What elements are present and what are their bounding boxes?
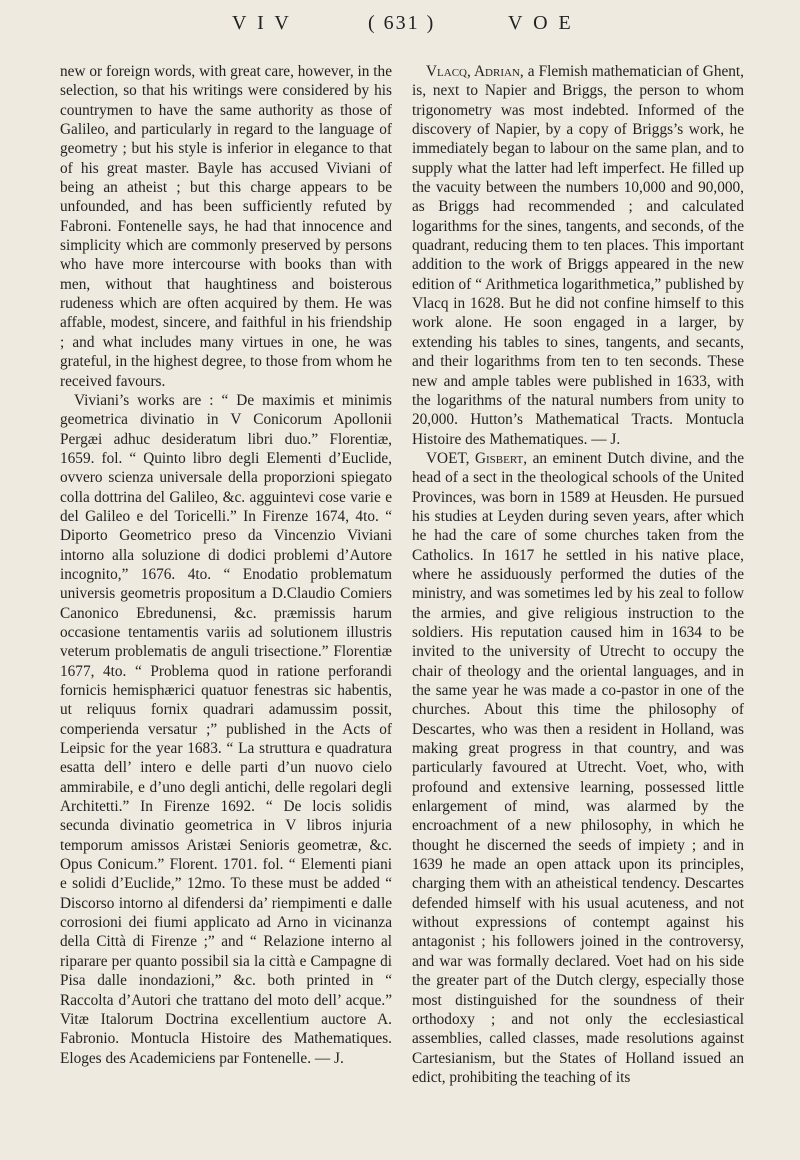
vlacq-entry-text: a Flemish mathematician of Ghent, is, next to Napier and Briggs, the person to whom trigonometry was most indebted. Informed of the discovery of Napier, by a copy of Briggs’s work, he immediately began to labour on the same plan, and to supply what the latter had left imperfect. He filled up the vacuity between the numbers 10,000 and 90,000, as Briggs had recommended ; and calculated logarithms for the sines, tangents, and seconds, of the quadrant, reducing them to ten places. This important addition to the work of Briggs appeared in the new edition of “ Arithmetica logarithmetica,” published by Vlacq in 1628. But he did not confine himself to this work alone. He soon engaged in a larger, by extending his tables to sines, tangents, and secants, and their logarithms from ten to ten seconds. These new and ample tables were published in 1633, with the logarithms of the natural numbers from unity to 20,000. Hutton’s Mathematical Tracts. Montucla Histoire des Mathematiques. — J. bbox=[412, 63, 744, 448]
running-head-right: V O E bbox=[508, 12, 574, 34]
right-column bbox=[412, 62, 744, 1087]
viviani-works-paragraph: Viviani’s works are : “ De maximis et minimis geometrica divinatio in V Conicorum Apollonii Pergæi adhuc desideratum libri duo.” Florentiæ, 1659. fol. “ Quinto libro degli Elementi d’Euclide, ovvero scienza universale della proporzioni spiegato colla dottrina del Galileo, &c. agguintevi cose varie e del Galileo e del Toricelli.” In Firenze 1674, 4to. “ Diporto Geometrico preso da Vincenzio Viviani intorno alla soluzione di dodici problemi d’Autore incognito,” 1676. 4to. “ Enodatio problematum universis geometris propositum a D.Claudio Comiers Canonico Ebredunensi, &c. præmissis harum occasione tentamentis variis ad solutionem illustris veterum problematis de anguli trisectione.” Florentiæ 1677, 4to. “ Problema quod in ratione perforandi fornicis hemisphærici quatuor fenestras sic habentis, ut reliquus fornix quadrari adamussim possit, comperienda versatur ;” published in the Acts of Leipsic for the year 1683. “ La struttura e quadratura esatta dell’ intero e delle parti d’un nuovo cielo ammirabile, e d’uno degli antichi, delle regolari degli Architetti.” In Firenze 1692. “ De locis solidis secunda divinatio geometrica in V libros injuria temporum amissos Aristæi Senioris geometræ, &c. Opus Conicum.” Florent. 1701. fol. “ Elementi piani e solidi d’Euclide,” 12mo. To these must be added “ Discorso intorno al difendersi da’ riempimenti e dalle corrosioni dei fiumi applicato ad Arno in vicinanza della Città di Firenze ;” and “ Relazione interno al riparare per quanto possibil sia la città e Campagne di Pisa dalle inondazioni,” &c. both printed in “ Raccolta d’Autori che trattano del moto dell’ acque.” Vitæ Italorum Doctrina excellentium auctore A. Fabronio. Montucla Histoire des Mathematiques. Eloges des Academiciens par Fontenelle. — J. bbox=[60, 391, 392, 1067]
voet-entry bbox=[412, 449, 744, 1087]
voet-entry-text: an eminent Dutch divine, and the head of a sect in the theological schools of the United Provinces, was born in 1589 at Heusden. He pursued his studies at Leyden during seven years, after which he had the care of some churches taken from the Catholics. In 1617 he settled in his native place, where he assiduously performed the duties of the ministry, and was sometimes led by his zeal to follow the armies, and give religious instruction to the soldiers. His reputation caused him in 1634 to be invited to the university of Utrecht to occupy the chair of theology and the oriental languages, and in the same year he was made a co-pastor in one of the churches. About this time the philosophy of Descartes, who was then a resident in Holland, was making great progress in that country, and was particularly favoured at Utrecht. Voet, who, with profound and extensive learning, possessed little enlargement of mind, was alarmed by the encroachment of a new philosophy, in which he thought he discerned the seeds of impiety ; and in 1639 he made an open attack upon its principles, charging them with an atheistical tendency. Descartes defended himself with his usual acuteness, and not without expressions of contempt against his antagonist ; his followers joined in the controversy, and war was formally declared. Voet had on his side the greater part of the Dutch clergy, especially those most distinguished for the soundness of their orthodoxy ; and not only the ecclesiastical assemblies, called classes, made resolutions against Cartesianism, but the States of Holland issued an edict, prohibiting the teaching of its bbox=[412, 449, 744, 1086]
running-head-left: V I V bbox=[232, 12, 292, 34]
voet-headword: VOET, Gisbert, bbox=[426, 449, 528, 467]
viviani-character-paragraph: new or foreign words, with great care, however, in the selection, so that his writings were considered by his countrymen to have the same authority as those of Galileo, and particularly in regard to the language of geometry ; but his style is inferior in elegance to that of his great master. Bayle has accused Viviani of being an atheist ; but this charge appears to be unfounded, and has been sufficiently refuted by Fabroni. Fontenelle says, he had that innocence and simplicity which are commonly preserved by persons who have more intercourse with books than with men, without that haughtiness and boisterous rudeness which are often acquired by them. He was affable, modest, sincere, and faithful in his friendship ; and what includes many virtues in one, he was grateful, in the highest degree, to those from whom he received favours. bbox=[60, 63, 392, 390]
vlacq-headword: Vlacq, Adrian, bbox=[426, 63, 524, 80]
page-number: ( 631 ) bbox=[368, 12, 436, 34]
vlacq-entry bbox=[412, 62, 744, 449]
left-column bbox=[60, 62, 392, 1068]
running-head bbox=[0, 12, 800, 40]
